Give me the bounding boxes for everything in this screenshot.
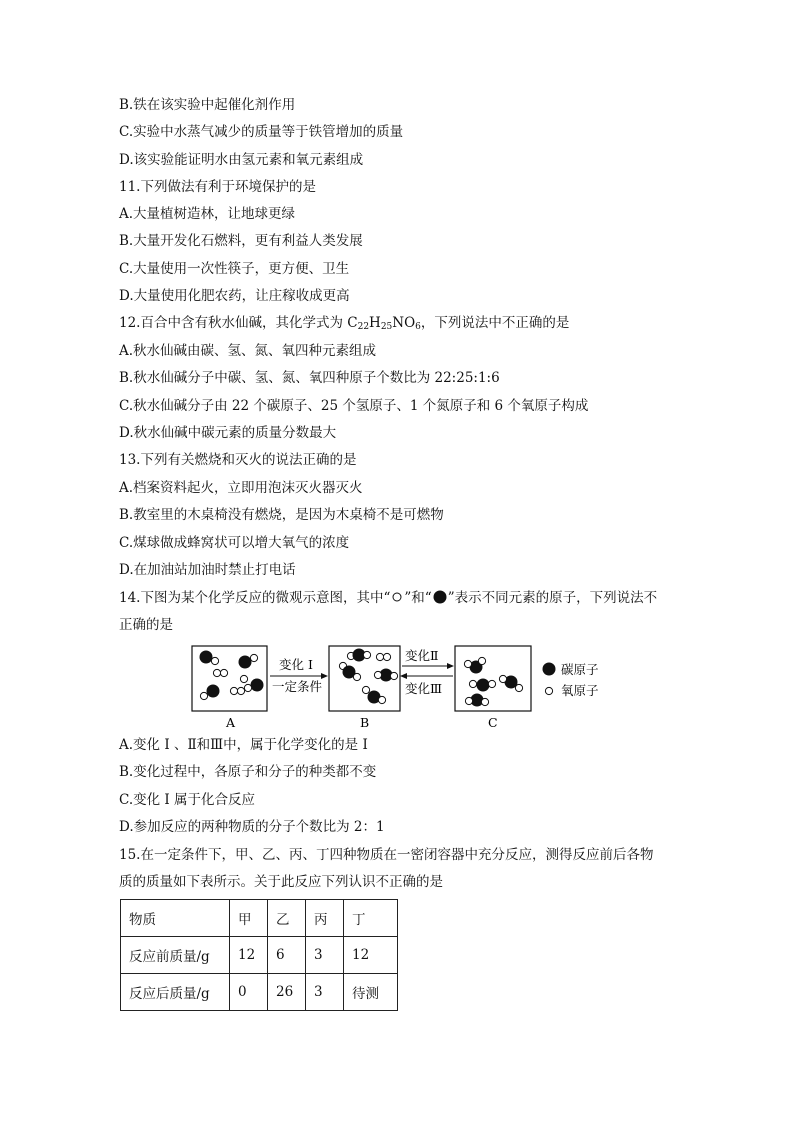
q11-option-d: D.大量使用化肥农药，让庄稼收成更高 [119,288,350,304]
q10-option-c: C.实验中水蒸气减少的质量等于铁管增加的质量 [119,124,404,140]
q11-option-c: C.大量使用一次性筷子，更方便、卫生 [119,261,350,277]
q11-option-a: A.大量植树造林，让地球更绿 [119,206,296,222]
q10-option-b: B.铁在该实验中起催化剂作用 [119,97,296,113]
label-change-3: 变化Ⅲ [405,681,443,696]
box-b-molecules [339,649,397,704]
arrowhead-1 [321,673,328,679]
table-cell: 丙 [306,900,344,937]
q15-stem-line1: 15.在一定条件下，甲、乙、丙、丁四种物质在一密闭容器中充分反应，测得反应前后各物 [119,847,654,863]
mass-table [120,899,398,1011]
arrowhead-2 [447,663,454,669]
q12-stem-tail: ，下列说法中不正确的是 [420,315,570,331]
label-change-2: 变化Ⅱ [405,648,439,663]
table-row [121,937,398,974]
q14-option-a: A.变化 Ⅰ 、Ⅱ和Ⅲ中，属于化学变化的是 Ⅰ [119,737,368,753]
table-cell: 0 [230,974,268,1011]
formula-h: H [369,315,381,331]
formula-sub-c: 22 [357,322,370,332]
q11-option-b: B.大量开发化石燃料，更有利益人类发展 [119,233,363,249]
table-row [121,900,398,937]
q14-stem-part2: ”和“ [404,590,432,606]
formula-sub-h: 25 [380,322,393,332]
reaction-diagram [190,644,630,734]
oxygen-atom-icon [390,591,404,603]
table-cell: 丁 [344,900,398,937]
q13-option-a: A.档案资料起火，立即用泡沫灭火器灭火 [119,480,363,496]
table-cell: 反应后质量/g [121,974,230,1011]
carbon-atom-icon [432,590,448,604]
q14-stem-part1: 14.下图为某个化学反应的微观示意图，其中“ [119,590,391,606]
q14-stem-part3: ”表示不同元素的原子，下列说法不 [447,590,658,606]
label-box-b: B [360,715,370,730]
label-change-1: 变化 Ⅰ [279,657,313,672]
table-cell: 12 [344,937,398,974]
table-cell: 反应前质量/g [121,937,230,974]
q12-option-d: D.秋水仙碱中碳元素的质量分数最大 [119,425,337,441]
formula-sub-o: 6 [415,322,421,332]
legend-carbon-icon [543,663,556,676]
table-cell: 6 [268,937,306,974]
table-cell: 待测 [344,974,398,1011]
legend-oxygen-icon [545,687,552,694]
label-box-a: A [226,715,236,730]
q12-option-a: A.秋水仙碱由碳、氢、氮、氧四种元素组成 [119,343,377,359]
table-cell: 乙 [268,900,306,937]
q11-stem: 11.下列做法有利于环境保护的是 [119,179,316,195]
q12-option-b: B.秋水仙碱分子中碳、氢、氮、氧四种原子个数比为 22:25:1:6 [119,370,500,386]
q13-stem: 13.下列有关燃烧和灭火的说法正确的是 [119,452,357,468]
arrowhead-3 [400,673,407,679]
q14-option-d: D.参加反应的两种物质的分子个数比为 2：1 [119,819,385,835]
q15-stem-line2: 质的质量如下表所示。关于此反应下列认识不正确的是 [119,874,443,890]
box-c-molecules [464,657,522,706]
q10-option-d: D.该实验能证明水由氢元素和氧元素组成 [119,152,364,168]
label-box-c: C [488,715,498,730]
table-cell: 3 [306,974,344,1011]
q14-stem-line2: 正确的是 [119,617,173,633]
table-cell: 3 [306,937,344,974]
table-cell: 物质 [121,900,230,937]
box-a-molecules [200,651,264,700]
formula-no: NO [392,315,416,331]
q14-option-c: C.变化 Ⅰ 属于化合反应 [119,792,256,808]
q12-stem-text: 12.百合中含有秋水仙碱，其化学式为 C [119,315,358,331]
q13-option-d: D.在加油站加油时禁止打电话 [119,562,296,578]
q14-stem-line1 [119,588,657,608]
label-condition: 一定条件 [272,679,323,694]
table-cell: 12 [230,937,268,974]
legend-oxygen-label: 氧原子 [561,683,599,698]
q13-option-b: B.教室里的木桌椅没有燃烧，是因为木桌椅不是可燃物 [119,507,444,523]
table-cell: 甲 [230,900,268,937]
table-cell: 26 [268,974,306,1011]
q14-option-b: B.变化过程中，各原子和分子的种类都不变 [119,764,377,780]
q13-option-c: C.煤球做成蜂窝状可以增大氧气的浓度 [119,535,350,551]
q12-stem [119,313,569,333]
q12-option-c: C.秋水仙碱分子由 22 个碳原子、25 个氢原子、1 个氮原子和 6 个氧原子构成 [119,398,589,414]
legend-carbon-label: 碳原子 [561,662,599,677]
table-row [121,974,398,1011]
